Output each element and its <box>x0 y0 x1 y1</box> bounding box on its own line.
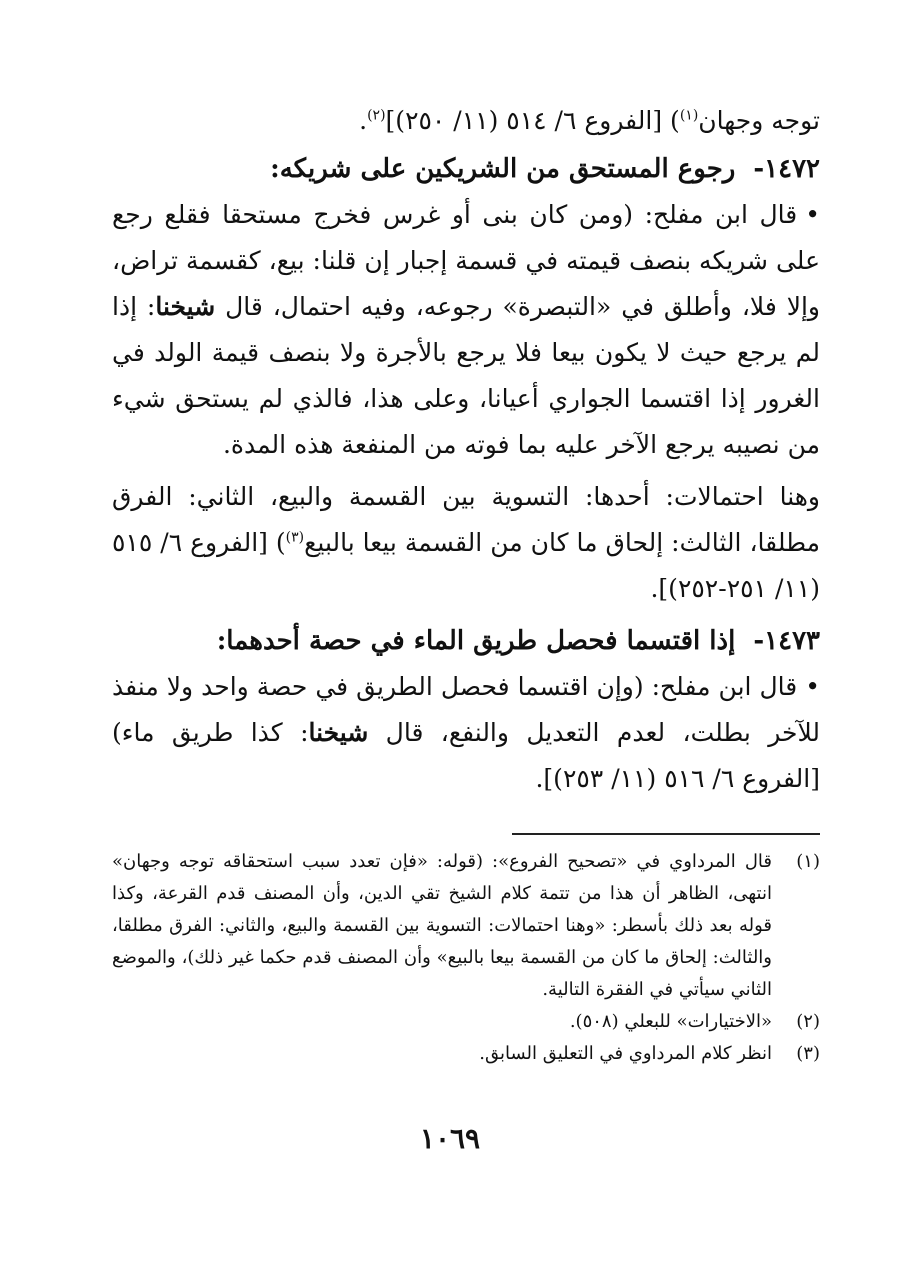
section-title: إذا اقتسما فحصل طريق الماء في حصة أحدهما: <box>216 626 736 656</box>
footnote-number: (١) <box>796 851 820 872</box>
footnote-text: انظر كلام المرداوي في التعليق السابق. <box>479 1043 772 1064</box>
footnote-number: (٢) <box>796 1011 820 1032</box>
paragraph: •قال ابن مفلح: (ومن كان بنى أو غرس فخرج مستحقا فقلع رجع على شريكه بنصف قيمته في قسمة إجبار إن قلنا: بيع، كقسمة تراض، وإلا فلا، وأطلق في «التبصرة» رجوعه، وفيه احتمال، قال شيخنا: إذا لم يرجع حيث لا يكون بيعا فلا يرجع بالأجرة ولا بنصف قيمة الولد في الغرور إذا اقتسما الجواري أعيانا، وعلى هذا، فالذي لم يستحق شيء من نصيبه يرجع الآخر عليه بما فوته من المنفعة هذه المدة. <box>112 200 820 459</box>
footnote-text: قال المرداوي في «تصحيح الفروع»: (قوله: «فإن تعدد سبب استحقاقه توجه وجهان» انتهى، الظاهر أن هذا من تتمة كلام الشيخ تقي الدين، وأن المصنف قدم القرعة، وكذا قوله بعد ذلك بأسطر: «وهنا احتمالات: التسوية بين القسمة والبيع، والثاني: الفرق مطلقا، والثالث: إلحاق ما كان من القسمة بيعا بالبيع» وأن المصنف قدم حكما غير ذلك)، والموضع الثاني سيأتي في الفقرة التالية. <box>112 851 773 1000</box>
section-number: ١٤٧٢- <box>753 154 820 184</box>
footnote-number: (٣) <box>796 1043 820 1064</box>
footnote-item <box>112 1038 820 1070</box>
footnote-ref-3[interactable]: (٣) <box>285 529 305 546</box>
bullet-icon: • <box>805 200 820 229</box>
bullet-icon: • <box>805 672 820 701</box>
emphasis-shaykh: شيخنا <box>155 292 216 321</box>
intro-line: توجه وجهان$^{(١)}$) [الفروع ٦/ ٥١٤ (١١/ ٢٥٠)]$^{(٢)}$. <box>359 106 820 135</box>
footnote-ref-1[interactable]: (١) <box>679 107 699 124</box>
footnote-ref-2[interactable]: (٢) <box>367 107 386 124</box>
section-heading-1473 <box>112 618 820 664</box>
section-heading-1472 <box>112 146 820 192</box>
page-number: ١٠٦٩ <box>419 1122 481 1155</box>
footnote-divider <box>512 833 820 835</box>
main-text <box>112 98 820 802</box>
footnote-text: «الاختيارات» للبعلي (٥٠٨). <box>569 1011 772 1032</box>
emphasis-shaykh: شيخنا <box>308 718 369 747</box>
footnote-item <box>112 1006 820 1038</box>
footnote-item <box>112 846 820 1006</box>
paragraph: •قال ابن مفلح: (وإن اقتسما فحصل الطريق في حصة واحد ولا منفذ للآخر بطلت، لعدم التعديل والنفع، قال شيخنا: كذا طريق ماء) [الفروع ٦/ ٥١٦ (١١/ ٢٥٣)]. <box>112 672 821 793</box>
section-title: رجوع المستحق من الشريكين على شريكه: <box>270 154 736 184</box>
section-number: ١٤٧٣- <box>753 626 820 656</box>
footnotes <box>112 846 820 1070</box>
paragraph: وهنا احتمالات: أحدها: التسوية بين القسمة والبيع، الثاني: الفرق مطلقا، الثالث: إلحاق ما كان من القسمة بيعا بالبيع$^{(٣)}$) [الفروع ٦/ ٥١٥ (١١/ ٢٥١-٢٥٢)]. <box>112 482 820 603</box>
